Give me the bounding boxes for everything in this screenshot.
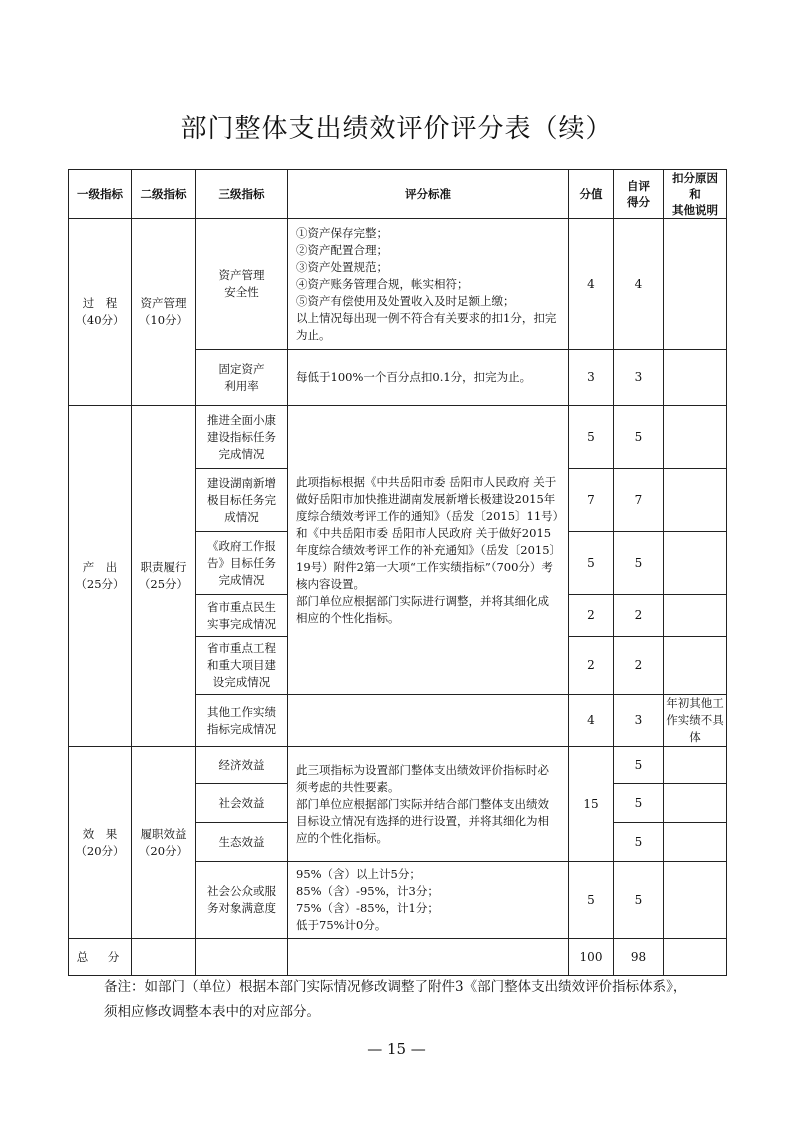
self-score-cell: 5 (614, 747, 664, 784)
score-cell: 5 (569, 862, 614, 939)
header-reason: 扣分原因和 其他说明 (664, 170, 727, 219)
lvl3-cell: 社会公众或服务对象满意度 (196, 862, 288, 939)
footnote-line-2: 须相应修改调整本表中的对应部分。 (104, 1004, 320, 1020)
criteria-cell: 此三项指标为设置部门整体支出绩效评价指标时必须考虑的共性要素。 部门单位应根据部门实际并结合部门整体支出绩效目标设立情况有选择的进行设置，并将其细化为相应的个性化指标。 (288, 747, 569, 862)
lvl3-cell: 推进全面小康建设指标任务完成情况 (196, 406, 288, 469)
self-score-cell: 2 (614, 595, 664, 637)
empty-cell (288, 939, 569, 976)
score-cell: 4 (569, 695, 614, 747)
table-row (69, 406, 727, 469)
lvl3-cell: 省市重点工程和重大项目建设完成情况 (196, 637, 288, 695)
self-score-cell: 5 (614, 784, 664, 823)
header-self-score: 自评 得分 (614, 170, 664, 219)
lvl2-asset-management: 资产管理 （10分） (132, 219, 196, 406)
lvl3-cell: 经济效益 (196, 747, 288, 784)
reason-cell (664, 747, 727, 784)
self-score-cell: 3 (614, 695, 664, 747)
header-score: 分值 (569, 170, 614, 219)
score-cell: 15 (569, 747, 614, 862)
reason-cell (664, 469, 727, 532)
total-score: 100 (569, 939, 614, 976)
score-cell: 2 (569, 637, 614, 695)
reason-cell (664, 637, 727, 695)
total-label: 总 分 (69, 939, 132, 976)
lvl3-cell: 其他工作实绩指标完成情况 (196, 695, 288, 747)
score-cell: 3 (569, 350, 614, 406)
self-score-cell: 3 (614, 350, 664, 406)
score-cell: 5 (569, 406, 614, 469)
self-score-cell: 7 (614, 469, 664, 532)
self-score-cell: 5 (614, 532, 664, 595)
lvl3-cell: 建设湖南新增极目标任务完成情况 (196, 469, 288, 532)
reason-cell (664, 595, 727, 637)
reason-cell (664, 406, 727, 469)
reason-cell (664, 350, 727, 406)
lvl3-cell: 生态效益 (196, 823, 288, 862)
lvl3-cell: 资产管理 安全性 (196, 219, 288, 350)
reason-cell (664, 219, 727, 350)
criteria-cell: 此项指标根据《中共岳阳市委 岳阳市人民政府 关于做好岳阳市加快推进湖南发展新增长极建设2015年度综合绩效考评工作的通知》（岳发〔2015〕11号）和《中共岳阳市委 岳阳市人民政府 关于做好2015年度综合绩效考评工作的补充通知》（岳发〔2015〕19号）附件2第一大项“工作实绩指标”（700分）考核内容设置。 部门单位应根据部门实际进行调整，并将其细化成相应的个性化指标。 (288, 406, 569, 695)
score-cell: 2 (569, 595, 614, 637)
criteria-cell (288, 695, 569, 747)
footnote (104, 975, 724, 1025)
reason-cell (664, 862, 727, 939)
page-number: — 15 — (367, 1040, 426, 1058)
empty-cell (196, 939, 288, 976)
score-cell: 4 (569, 219, 614, 350)
self-score-cell: 5 (614, 862, 664, 939)
lvl1-effect: 效 果 （20分） (69, 747, 132, 939)
empty-cell (132, 939, 196, 976)
page-title: 部门整体支出绩效评价评分表（续） (180, 114, 613, 144)
header-lvl3: 三级指标 (196, 170, 288, 219)
footnote-line-1: 备注：如部门（单位）根据本部门实际情况修改调整了附件3《部门整体支出绩效评价指标体系》， (104, 979, 687, 995)
reason-cell: 年初其他工作实绩不具体 (664, 695, 727, 747)
self-score-cell: 5 (614, 406, 664, 469)
self-score-cell: 4 (614, 219, 664, 350)
lvl3-cell: 省市重点民生实事完成情况 (196, 595, 288, 637)
criteria-cell: 每低于100%一个百分点扣0.1分，扣完为止。 (288, 350, 569, 406)
reason-cell (664, 784, 727, 823)
reason-cell (664, 823, 727, 862)
score-cell: 7 (569, 469, 614, 532)
criteria-cell: ①资产保存完整； ②资产配置合理； ③资产处置规范； ④资产账务管理合规，帐实相符； ⑤资产有偿使用及处置收入及时足额上缴； 以上情况每出现一例不符合有关要求的扣1分，扣完为止。 (288, 219, 569, 350)
header-criteria: 评分标准 (288, 170, 569, 219)
self-score-cell: 2 (614, 637, 664, 695)
self-score-cell: 5 (614, 823, 664, 862)
table-row (69, 219, 727, 350)
lvl3-cell: 固定资产 利用率 (196, 350, 288, 406)
lvl1-output: 产 出 （25分） (69, 406, 132, 747)
score-cell: 5 (569, 532, 614, 595)
lvl3-cell: 社会效益 (196, 784, 288, 823)
header-row (69, 170, 727, 219)
header-lvl2: 二级指标 (132, 170, 196, 219)
total-row (69, 939, 727, 976)
reason-cell (664, 532, 727, 595)
criteria-cell: 95%（含）以上计5分； 85%（含）-95%，计3分； 75%（含）-85%，计1分； 低于75%计0分。 (288, 862, 569, 939)
lvl3-cell: 《政府工作报告》目标任务完成情况 (196, 532, 288, 595)
table-row (69, 747, 727, 784)
empty-cell (664, 939, 727, 976)
lvl2-performance-benefit: 履职效益 （20分） (132, 747, 196, 939)
total-self-score: 98 (614, 939, 664, 976)
header-lvl1: 一级指标 (69, 170, 132, 219)
lvl2-duty-performance: 职责履行 （25分） (132, 406, 196, 747)
score-table (68, 169, 727, 976)
lvl1-process: 过 程 （40分） (69, 219, 132, 406)
